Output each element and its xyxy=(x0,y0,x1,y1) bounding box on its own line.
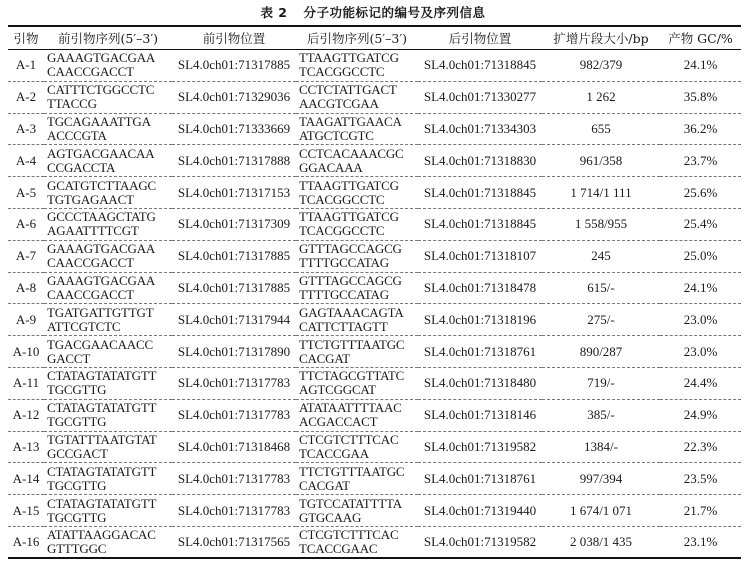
forward-sequence xyxy=(44,240,172,272)
reverse-sequence-line: TTCTAGCGTTATC xyxy=(299,368,405,384)
forward-sequence-line: TGATGATTGTTGT xyxy=(47,304,154,320)
reverse-sequence-line: TCACGGCCTC xyxy=(299,64,385,80)
reverse-sequence-line: CTCGTCTTTCAC xyxy=(299,431,399,447)
table-row xyxy=(8,240,741,272)
forward-sequence-line: GCATGTCTTAAGC xyxy=(47,177,157,193)
reverse-position: SL4.0ch01:71318196 xyxy=(423,311,537,327)
header-gc: 产物 GC/% xyxy=(668,31,733,46)
forward-position: SL4.0ch01:71317885 xyxy=(177,248,291,264)
gc-content: 22.3% xyxy=(683,438,718,454)
reverse-position: SL4.0ch01:71330277 xyxy=(423,89,537,105)
forward-sequence xyxy=(44,272,172,304)
primer-id: A-8 xyxy=(15,279,37,295)
gc-content: 25.6% xyxy=(683,184,718,200)
primer-id: A-2 xyxy=(15,89,37,105)
reverse-sequence xyxy=(296,304,418,336)
gc-content: 36.2% xyxy=(683,120,718,136)
table-row xyxy=(8,208,741,240)
forward-position: SL4.0ch01:71317153 xyxy=(177,184,291,200)
forward-sequence-line: CAACCGACCT xyxy=(47,64,134,80)
forward-sequence xyxy=(44,463,172,495)
reverse-sequence xyxy=(296,272,418,304)
amplicon-size: 1 714/1 111 xyxy=(570,184,632,200)
forward-position: SL4.0ch01:71317885 xyxy=(177,279,291,295)
amplicon-size: 961/358 xyxy=(579,152,623,168)
table-row xyxy=(8,177,741,209)
forward-position: SL4.0ch01:71317888 xyxy=(177,152,291,168)
forward-sequence-line: GTTTGGC xyxy=(47,541,107,557)
forward-sequence-line: GAAAGTGACGAA xyxy=(47,272,156,288)
primer-id: A-4 xyxy=(15,152,37,168)
forward-position: SL4.0ch01:71317309 xyxy=(177,216,291,232)
forward-sequence xyxy=(44,304,172,336)
amplicon-size: 719/- xyxy=(587,375,615,391)
reverse-sequence-line: ATGCTCGTC xyxy=(299,127,374,143)
table-number: 表 2 xyxy=(260,5,288,20)
forward-sequence xyxy=(44,399,172,431)
amplicon-size: 2 038/1 435 xyxy=(569,534,633,550)
reverse-sequence-line: CATTCTTAGTT xyxy=(299,318,388,334)
reverse-sequence xyxy=(296,208,418,240)
reverse-sequence-line: CTCGTCTTTCAC xyxy=(299,527,399,543)
table-row xyxy=(8,272,741,304)
reverse-sequence-line: TCACCGAAC xyxy=(299,541,378,557)
forward-sequence-line: ATTCGTCTC xyxy=(47,318,121,334)
forward-sequence-line: CTATAGTATATGTT xyxy=(47,463,157,479)
primer-id: A-6 xyxy=(15,216,37,232)
table-row xyxy=(8,526,741,558)
table-row xyxy=(8,495,741,527)
primer-id: A-3 xyxy=(15,120,37,136)
forward-sequence-line: GACCT xyxy=(47,350,91,366)
reverse-sequence xyxy=(296,431,418,463)
reverse-sequence xyxy=(296,145,418,177)
reverse-sequence xyxy=(296,113,418,145)
forward-sequence-line: AGTGACGAACAA xyxy=(47,145,155,161)
gc-content: 23.0% xyxy=(683,343,718,359)
reverse-sequence-line: TTAAGTTGATCG xyxy=(299,50,399,66)
header-row xyxy=(8,26,741,50)
forward-sequence-line: CAACCGACCT xyxy=(47,255,134,271)
forward-sequence xyxy=(44,81,172,113)
forward-sequence-line: TGACGAACAACC xyxy=(47,336,153,352)
table-row xyxy=(8,463,741,495)
reverse-sequence-line: ACGACCACT xyxy=(299,414,378,430)
primer-id: A-1 xyxy=(15,57,37,73)
forward-sequence xyxy=(44,177,172,209)
gc-content: 25.4% xyxy=(683,216,718,232)
reverse-sequence-line: CACGAT xyxy=(299,477,350,493)
forward-position: SL4.0ch01:71317890 xyxy=(177,343,291,359)
reverse-position: SL4.0ch01:71318761 xyxy=(423,343,537,359)
table-row xyxy=(8,336,741,368)
reverse-position: SL4.0ch01:71318478 xyxy=(423,279,537,295)
forward-position: SL4.0ch01:71318468 xyxy=(177,438,291,454)
gc-content: 23.7% xyxy=(683,152,718,168)
forward-position: SL4.0ch01:71317944 xyxy=(177,311,291,327)
forward-sequence xyxy=(44,367,172,399)
amplicon-size: 982/379 xyxy=(579,57,623,73)
reverse-sequence-line: CACGAT xyxy=(299,350,350,366)
reverse-sequence-line: GTTTAGCCAGCG xyxy=(299,272,402,288)
reverse-sequence-line: GTTTAGCCAGCG xyxy=(299,241,402,257)
primer-id: A-11 xyxy=(12,375,40,391)
reverse-sequence-line: TTCTGTTTAATGC xyxy=(299,336,405,352)
gc-content: 25.0% xyxy=(683,248,718,264)
amplicon-size: 1 674/1 071 xyxy=(569,502,633,518)
primer-id: A-9 xyxy=(15,311,37,327)
table-title: 分子功能标记的编号及序列信息 xyxy=(303,5,486,20)
forward-sequence xyxy=(44,145,172,177)
forward-sequence xyxy=(44,336,172,368)
amplicon-size: 1 558/955 xyxy=(574,216,628,232)
forward-sequence xyxy=(44,431,172,463)
reverse-sequence-line: TCACGGCCTC xyxy=(299,191,385,207)
reverse-sequence-line: TTAAGTTGATCG xyxy=(299,177,399,193)
gc-content: 24.1% xyxy=(683,57,718,73)
primer-id: A-15 xyxy=(12,502,40,518)
forward-position: SL4.0ch01:71317783 xyxy=(177,407,291,423)
reverse-position: SL4.0ch01:71318480 xyxy=(423,375,537,391)
reverse-sequence xyxy=(296,177,418,209)
header-amplicon-size: 扩增片段大小/bp xyxy=(553,31,649,46)
reverse-sequence-line: GGACAAA xyxy=(299,159,363,175)
forward-sequence-line: TGCGTTG xyxy=(47,509,107,525)
primer-id: A-7 xyxy=(15,248,37,264)
forward-sequence-line: TGTATTTAATGTAT xyxy=(47,431,157,447)
forward-sequence-line: GAAAGTGACGAA xyxy=(47,241,156,257)
forward-sequence-line: TGTGAGAACT xyxy=(47,191,134,207)
gc-content: 35.8% xyxy=(683,89,718,105)
forward-sequence-line: TGCAGAAATTGA xyxy=(47,113,151,129)
table-row xyxy=(8,399,741,431)
header-primer: 引物 xyxy=(13,31,39,46)
reverse-sequence xyxy=(296,240,418,272)
forward-sequence xyxy=(44,208,172,240)
reverse-sequence-line: AACGTCGAA xyxy=(299,96,379,112)
header-reverse-seq: 后引物序列(5′–3′) xyxy=(306,31,408,46)
forward-sequence-line: ATATTAAGGACAC xyxy=(47,527,156,543)
forward-position: SL4.0ch01:71317783 xyxy=(177,375,291,391)
reverse-sequence-line: AGTCGGCAT xyxy=(299,382,376,398)
forward-sequence-line: CATTTCTGGCCTC xyxy=(47,82,155,98)
table-body xyxy=(8,50,741,559)
forward-sequence xyxy=(44,50,172,82)
gc-content: 23.1% xyxy=(683,534,718,550)
reverse-sequence xyxy=(296,367,418,399)
gc-content: 24.1% xyxy=(683,279,718,295)
reverse-sequence xyxy=(296,336,418,368)
table-row xyxy=(8,50,741,82)
amplicon-size: 655 xyxy=(591,120,611,136)
reverse-sequence-line: TCACGGCCTC xyxy=(299,223,385,239)
forward-sequence-line: CCGACCTA xyxy=(47,159,116,175)
table-row xyxy=(8,367,741,399)
forward-sequence-line: CTATAGTATATGTT xyxy=(47,368,157,384)
gc-content: 24.9% xyxy=(683,407,718,423)
forward-sequence-line: GCCCTAAGCTATG xyxy=(47,209,156,225)
amplicon-size: 997/394 xyxy=(579,470,623,486)
reverse-sequence-line: CCTCACAAACGC xyxy=(299,145,404,161)
forward-sequence-line: GAAAGTGACGAA xyxy=(47,50,156,66)
reverse-position: SL4.0ch01:71318845 xyxy=(423,57,537,73)
reverse-position: SL4.0ch01:71318146 xyxy=(423,407,537,423)
table-caption xyxy=(0,3,746,21)
gc-content: 24.4% xyxy=(683,375,718,391)
reverse-sequence-line: TAAGATTGAACA xyxy=(299,113,402,129)
header-forward-pos: 前引物位置 xyxy=(202,31,266,46)
amplicon-size: 245 xyxy=(591,248,611,264)
reverse-sequence-line: TGTCCATATTTTA xyxy=(299,495,402,511)
forward-sequence-line: TGCGTTG xyxy=(47,477,107,493)
gc-content: 23.0% xyxy=(683,311,718,327)
table-row xyxy=(8,431,741,463)
reverse-sequence-line: ATATAATTTTAAC xyxy=(299,400,402,416)
forward-sequence-line: CTATAGTATATGTT xyxy=(47,495,157,511)
header-forward-seq: 前引物序列(5′–3′) xyxy=(57,31,159,46)
forward-position: SL4.0ch01:71317783 xyxy=(177,470,291,486)
reverse-sequence xyxy=(296,526,418,558)
forward-position: SL4.0ch01:71317885 xyxy=(177,57,291,73)
forward-sequence-line: CTATAGTATATGTT xyxy=(47,400,157,416)
primer-id: A-13 xyxy=(12,438,40,454)
forward-position: SL4.0ch01:71333669 xyxy=(177,120,291,136)
forward-sequence-line: TGCGTTG xyxy=(47,382,107,398)
table-row xyxy=(8,145,741,177)
reverse-position: SL4.0ch01:71318761 xyxy=(423,470,537,486)
amplicon-size: 615/- xyxy=(587,279,615,295)
reverse-sequence-line: GTGCAAG xyxy=(299,509,362,525)
primer-id: A-16 xyxy=(12,534,40,550)
forward-sequence-line: ACCCGTA xyxy=(47,127,107,143)
primer-id: A-5 xyxy=(15,184,37,200)
forward-sequence-line: TTACCG xyxy=(47,96,97,112)
primer-id: A-14 xyxy=(12,470,40,486)
reverse-sequence-line: GAGTAAACAGTA xyxy=(299,304,404,320)
forward-sequence-line: AGAATTTTCGT xyxy=(47,223,139,239)
table-row xyxy=(8,113,741,145)
amplicon-size: 890/287 xyxy=(579,343,623,359)
amplicon-size: 275/- xyxy=(587,311,615,327)
reverse-sequence-line: TCACCGAA xyxy=(299,445,369,461)
reverse-sequence-line: TTCTGTTTAATGC xyxy=(299,463,405,479)
reverse-position: SL4.0ch01:71318845 xyxy=(423,216,537,232)
amplicon-size: 1 262 xyxy=(586,89,616,105)
reverse-position: SL4.0ch01:71318845 xyxy=(423,184,537,200)
forward-sequence-line: TGCGTTG xyxy=(47,414,107,430)
forward-sequence-line: CAACCGACCT xyxy=(47,286,134,302)
reverse-position: SL4.0ch01:71318830 xyxy=(423,152,537,168)
reverse-sequence-line: TTTTGCCATAG xyxy=(299,286,389,302)
reverse-position: SL4.0ch01:71318107 xyxy=(423,248,537,264)
reverse-sequence xyxy=(296,495,418,527)
forward-sequence xyxy=(44,495,172,527)
primer-id: A-10 xyxy=(12,343,40,359)
reverse-position: SL4.0ch01:71319440 xyxy=(423,502,537,518)
reverse-sequence-line: TTAAGTTGATCG xyxy=(299,209,399,225)
reverse-sequence xyxy=(296,81,418,113)
forward-position: SL4.0ch01:71317783 xyxy=(177,502,291,518)
reverse-sequence-line: CCTCTATTGACT xyxy=(299,82,397,98)
gc-content: 23.5% xyxy=(683,470,718,486)
reverse-sequence xyxy=(296,463,418,495)
reverse-sequence xyxy=(296,50,418,82)
header-reverse-pos: 后引物位置 xyxy=(448,31,512,46)
amplicon-size: 385/- xyxy=(587,407,615,423)
primer-table xyxy=(8,25,741,559)
amplicon-size: 1384/- xyxy=(584,438,618,454)
forward-position: SL4.0ch01:71317565 xyxy=(177,534,291,550)
table-row xyxy=(8,81,741,113)
forward-sequence-line: GCCGACT xyxy=(47,445,108,461)
table-row xyxy=(8,304,741,336)
reverse-position: SL4.0ch01:71319582 xyxy=(423,438,537,454)
gc-content: 21.7% xyxy=(683,502,718,518)
reverse-position: SL4.0ch01:71319582 xyxy=(423,534,537,550)
reverse-position: SL4.0ch01:71334303 xyxy=(423,120,537,136)
reverse-sequence-line: TTTTGCCATAG xyxy=(299,255,389,271)
forward-sequence xyxy=(44,113,172,145)
reverse-sequence xyxy=(296,399,418,431)
forward-position: SL4.0ch01:71329036 xyxy=(177,89,291,105)
primer-id: A-12 xyxy=(12,407,40,423)
forward-sequence xyxy=(44,526,172,558)
